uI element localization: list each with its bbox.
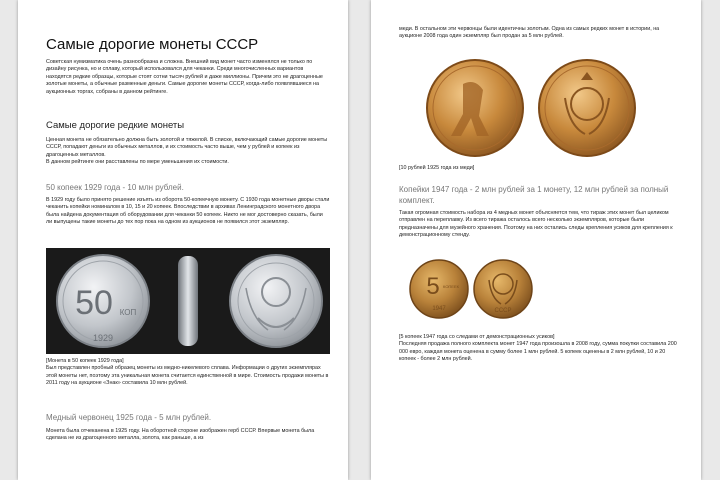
item3-block bbox=[399, 185, 683, 240]
continuation-block bbox=[399, 26, 683, 41]
continuation-paragraph: меди. В остальном эти червонцы были идентичны золотым. Одна из самых редких монет в истории, на аукционе 2008 года один экземпляр был продан за 5 млн рублей. bbox=[399, 26, 660, 40]
section-paragraph-1: Ценная монета не обязательно должна быть золотой и тяжелой. В списке, включающий самые дорогие монеты СССР, попадают деньги из обычных металлов, и их стоимость часто выше, чем у рублей и копеек из драгоценных металлов. bbox=[46, 137, 328, 158]
item3-paragraph-2: Последняя продажа полного комплекта монет 1947 года произошла в 2008 году, сумма покупки составила 200 000 евро, каждая монета оценена в сумму более 1 млн рублей. 5 копеек оценены в 2 млн рублей, 10 и 20 копеек - более 2 млн рублей. bbox=[399, 341, 677, 363]
item1-block bbox=[46, 183, 330, 227]
item2-paragraph: Монета была отчеканена в 1925 году. На оборотной стороне изображен герб СССР. Впервые монета была сделана не из драгоценного металла, золота, как раньше, а из bbox=[46, 428, 315, 442]
coin-5-denomination: 5 bbox=[426, 273, 440, 300]
item1-paragraph: В 1929 году было принято решение изъять из оборота 50-копеечную монету. С 1930 года монетные дворы стали чеканить копейки номиналом в 10, 15 и 20 копеек. Впоследствии в архивах Ленинградского монетного двора была найдена документация об оборудовании для чеканки 50 копеек. Никто не мог достоверно сказать, были ли выпущены такие монеты до тех пор пока на одном из аукционов не появился этот экземпляр. bbox=[46, 197, 330, 226]
item2-heading: Медный червонец 1925 года - 5 млн рублей. bbox=[46, 413, 212, 422]
intro-paragraph: Советская нумизматика очень разнообразна и сложна. Внешний вид монет часто изменялся не только по дизайну рисунка, но и сплаву, который использовался для чеканки. Среди многочисленных вариантов находятся редкие образцы, которые стоят сотни тысяч рублей и даже миллионы. Причем это не драгоценные золотые монеты, а обычные разменные деньги. Самые дорогие монеты СССР, когда-либо появлявшиеся на аукционных торгах, собраны в данном рейтинге. bbox=[46, 59, 323, 95]
coin-photo-chervonets bbox=[419, 56, 641, 160]
intro-block bbox=[46, 59, 330, 96]
item3-heading: Копейки 1947 года - 2 млн рублей за 1 монету, 12 млн рублей за полный комплект. bbox=[399, 185, 669, 205]
item2-block bbox=[46, 413, 330, 443]
section-block bbox=[46, 120, 330, 167]
coin-5-year: 1947 bbox=[432, 306, 446, 312]
left-header bbox=[46, 36, 330, 54]
caption-2-block bbox=[399, 334, 683, 364]
caption-1-block bbox=[399, 165, 683, 172]
item1-caption-block bbox=[46, 358, 330, 388]
section-paragraph-2: В данном рейтинге они расставлены по мере уменьшения их стоимости. bbox=[46, 159, 229, 166]
item1-heading: 50 копеек 1929 года - 10 млн рублей. bbox=[46, 183, 184, 192]
five-kopeck-caption: [5 копеек 1947 года со следами от демонстрационных усиков] bbox=[399, 334, 555, 340]
coin-5-letters: СССР bbox=[494, 308, 512, 314]
coin-5-kopeck-image bbox=[407, 258, 537, 320]
item1-paragraph-2: Был представлен пробный образец монеты из медно-никелевого сплава. Информации о других экземплярах этой монеты нет, поэтому эта уникальная монета считается единственной в мире. Стоимость продажи монеты в 2011 году на аукционе «Знак» составила 10 млн рублей. bbox=[46, 365, 329, 387]
coin-chervonets-image bbox=[419, 56, 641, 160]
coin-denomination-text: 50 bbox=[75, 284, 113, 322]
coin-photo-50-kopeck bbox=[46, 248, 330, 354]
document-page-right bbox=[371, 0, 701, 480]
coin-5-unit: КОПЕЕК bbox=[443, 284, 459, 289]
document-page-left bbox=[18, 0, 348, 480]
page-title: Самые дорогие монеты СССР bbox=[46, 36, 259, 53]
item3-paragraph: Такая огромная стоимость набора из 4 медных монет объясняется тем, что тираж этих монет был целиком отправлен на переплавку. Из всего тиража осталось всего несколько экземпляров, которые были предназначены для музейного хранения. Поэтому на них остались следы крепления усиков для крепления к демонстрационному стенду. bbox=[399, 210, 673, 239]
coin-year-text: 1929 bbox=[92, 333, 114, 343]
item1-caption: [Монета в 50 копеек 1929 года] bbox=[46, 358, 124, 364]
coin-50-kopeck-image bbox=[46, 248, 330, 354]
coin-photo-5-kopeck-1947 bbox=[407, 258, 537, 320]
chervonets-caption: [10 рублей 1925 года из меди] bbox=[399, 165, 475, 171]
section-heading: Самые дорогие редкие монеты bbox=[46, 120, 185, 131]
coin-unit-text: КОП bbox=[119, 308, 137, 317]
